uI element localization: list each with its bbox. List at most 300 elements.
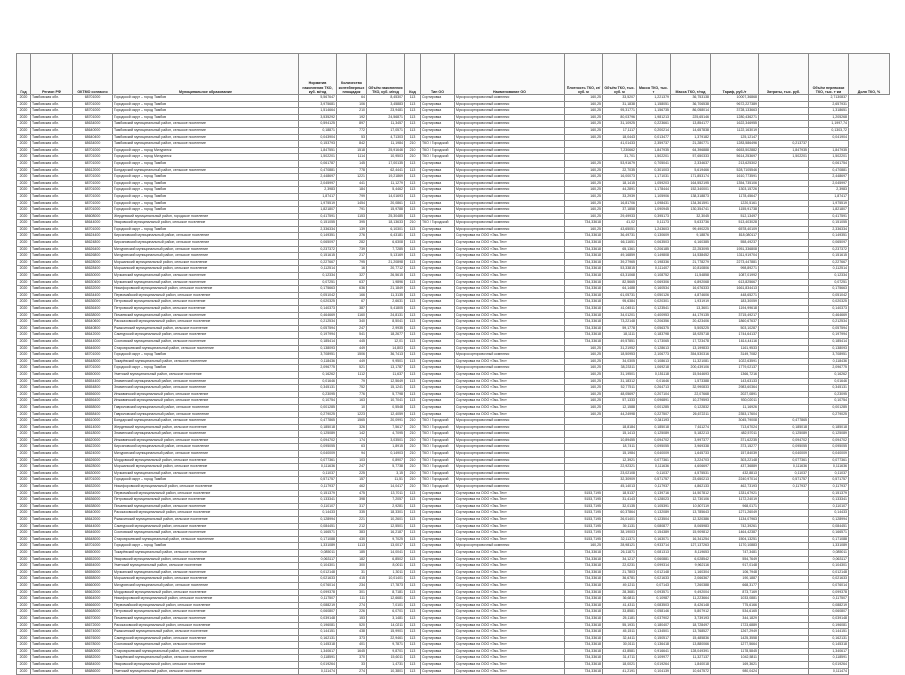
table-cell: 2020 xyxy=(17,622,31,629)
table-cell: 247 xyxy=(337,325,367,332)
table-cell: Тамбовская обл. xyxy=(31,345,73,352)
table-cell: 113 xyxy=(405,385,421,392)
table-cell: 113 xyxy=(405,226,421,233)
table-cell: 0,301003 xyxy=(637,167,671,174)
table-cell: 2020 xyxy=(17,615,31,622)
table-cell: 44,179135 xyxy=(671,312,711,319)
table-cell: 2020 xyxy=(17,582,31,589)
table-row xyxy=(17,635,890,642)
table-cell: 0,227667 xyxy=(299,259,337,266)
table-cell: Пичаевский муниципальный район, сельское поселение xyxy=(113,615,299,622)
table-cell: Мучкапский муниципальный район, сельское поселение xyxy=(113,273,299,280)
table-cell: 2240,97014 xyxy=(711,477,759,484)
table-cell: 113 xyxy=(405,629,421,636)
table-cell: 2020 xyxy=(17,404,31,411)
table-cell xyxy=(565,484,603,491)
table-cell: 0,14903 xyxy=(367,451,405,458)
table-row xyxy=(17,286,890,293)
table-cell xyxy=(759,220,809,227)
table-cell: 44,24998 xyxy=(603,411,637,418)
table-cell: 0,464669 xyxy=(809,312,849,319)
table-cell: 18,8184 xyxy=(603,424,637,431)
table-cell: 68632000 xyxy=(73,484,113,491)
table-cell: 31,4711 xyxy=(603,655,637,662)
table-cell: 930,02011 xyxy=(711,398,759,405)
table-cell: Первомайский муниципальный район, сельское поселение xyxy=(113,602,299,609)
table-cell: 1170,10883 xyxy=(711,543,759,550)
table-cell: Сортировка на ООО «Эко-Тех» xyxy=(455,319,565,326)
table-cell: 68644000 xyxy=(73,220,113,227)
table-cell: Мордовский муниципальный район, сельское поселение xyxy=(113,457,299,464)
table-cell: 68646000 xyxy=(73,530,113,537)
table-cell: Тамбовская обл. xyxy=(31,648,73,655)
table-cell: 2020 xyxy=(17,134,31,141)
table-cell: 16,341254 xyxy=(671,536,711,543)
table-cell: Сортировка xyxy=(421,207,455,214)
table-cell: 18,3301 xyxy=(367,510,405,517)
table-cell: 7,260388 xyxy=(671,582,711,589)
table-cell: 3149,7082 xyxy=(711,352,759,359)
table-cell xyxy=(759,549,809,556)
table-cell: Тамбовский муниципальный район, сельское поселение xyxy=(113,134,299,141)
table-cell: Уметский муниципальный район, сельское поселение xyxy=(113,668,299,675)
table-cell: 14,507812 xyxy=(671,490,711,497)
table-row xyxy=(17,602,890,609)
table-cell: 210 xyxy=(405,484,421,491)
table-cell xyxy=(759,114,809,121)
table-cell: 0,040009 xyxy=(759,451,809,458)
table-cell: 68701000 xyxy=(73,160,113,167)
table-cell: 2020 xyxy=(17,444,31,451)
table-cell: Староюрьевский муниципальный район, сельское поселение xyxy=(113,345,299,352)
table-row xyxy=(17,404,890,411)
table-cell: 0,916641 xyxy=(637,648,671,655)
table-cell: 734,33618 xyxy=(565,602,603,609)
table-cell: 1,243603 xyxy=(637,226,671,233)
table-cell: Рассказовский муниципальный район, сельское поселение xyxy=(113,319,299,326)
table-cell: Жердевский муниципальный район, сельское поселение xyxy=(113,424,299,431)
table-cell: 31,21952 xyxy=(603,345,637,352)
table-cell: Мусоросортировочный комплекс xyxy=(455,470,565,477)
table-cell: 395 xyxy=(337,220,367,227)
table-cell: Сортировка xyxy=(421,398,455,405)
table-cell: 68654800 xyxy=(73,385,113,392)
table-cell: 317 xyxy=(337,503,367,510)
table-cell: 2020 xyxy=(17,312,31,319)
table-cell: 225 xyxy=(337,470,367,477)
table-cell: 210 xyxy=(405,451,421,458)
table-cell: 1033,0881 xyxy=(711,596,759,603)
table-cell: Рассказовский муниципальный район, сельское поселение xyxy=(113,510,299,517)
table-cell: 113 xyxy=(405,615,421,622)
table-cell: 0,196081 xyxy=(809,622,849,629)
table-cell: Тамбовская обл. xyxy=(31,622,73,629)
table-cell: 163 xyxy=(337,398,367,405)
table-cell: 0,166571 xyxy=(299,530,337,537)
table-cell: 0,132089 xyxy=(637,510,671,517)
table-row xyxy=(17,167,890,174)
table-cell: Гавриловский муниципальный район, сельское поселение xyxy=(113,411,299,418)
table-cell: 1,098431 xyxy=(637,200,671,207)
table-cell: 113 xyxy=(405,371,421,378)
table-cell: 0,104139 xyxy=(637,668,671,675)
table-cell: 301 xyxy=(337,589,367,596)
table-cell: 160,25 xyxy=(565,101,603,108)
table-cell: 0,197994 xyxy=(809,332,849,339)
table-cell: 1779,02137 xyxy=(711,365,759,372)
table-cell: 38,19003 xyxy=(603,530,637,537)
table-cell: 65,1361 xyxy=(603,246,637,253)
table-row xyxy=(17,233,890,240)
table-cell: Мусоросортировочный комплекс xyxy=(455,108,565,115)
table-cell: 160,25 xyxy=(565,160,603,167)
table-cell: 0,140373 xyxy=(809,306,849,313)
table-cell: Петровский муниципальный район, сельское поселение xyxy=(113,609,299,616)
table-cell: 53,33815 xyxy=(603,266,637,273)
table-cell: Тамбовская обл. xyxy=(31,180,73,187)
table-cell: 432,8813 xyxy=(711,470,759,477)
table-cell: ТКО / Городской xyxy=(421,457,455,464)
table-cell: 2,9935 xyxy=(367,325,405,332)
table-row xyxy=(17,134,890,141)
table-cell: 49,1211 xyxy=(603,582,637,589)
table-cell: 2,334637 xyxy=(671,160,711,167)
table-cell: 3,535292 xyxy=(299,114,337,121)
table-cell: 1178,45647 xyxy=(711,193,759,200)
table-cell: Сортировка на ООО «Эко-Тех» xyxy=(455,286,565,293)
table-cell: 415 xyxy=(337,576,367,583)
table-cell: 2020 xyxy=(17,114,31,121)
table-cell xyxy=(759,95,809,102)
table-cell: 0,108752 xyxy=(637,273,671,280)
table-cell: 6,8502 xyxy=(367,556,405,563)
table-cell: Тамбовская обл. xyxy=(31,266,73,273)
table-cell: 160,25 xyxy=(565,404,603,411)
table-cell: 113 xyxy=(405,635,421,642)
table-cell: Уметский муниципальный район, сельское поселение xyxy=(113,371,299,378)
table-cell: 1744,64137 xyxy=(711,332,759,339)
table-cell: 4,575531 xyxy=(671,470,711,477)
table-cell: Мусоросортировочный комплекс xyxy=(455,543,565,550)
table-cell: 68650000 xyxy=(73,549,113,556)
table-cell: Тамбовская обл. xyxy=(31,213,73,220)
table-cell: Рассказовский муниципальный район, сельское поселение xyxy=(113,622,299,629)
table-cell: 2020 xyxy=(17,167,31,174)
table-cell: 31,18312 xyxy=(603,378,637,385)
table-cell: 113 xyxy=(405,319,421,326)
table-cell: 106,7948 xyxy=(711,569,759,576)
table-cell: Сортировка xyxy=(421,213,455,220)
table-cell: 61,05731 xyxy=(603,292,637,299)
table-cell: Сортировка xyxy=(421,635,455,642)
table-cell: 274 xyxy=(337,668,367,675)
table-row xyxy=(17,240,890,247)
table-cell: 68701000 xyxy=(73,114,113,121)
table-cell: 554,7649 xyxy=(711,556,759,563)
table-cell: 2020 xyxy=(17,207,31,214)
table-cell: ТКО / Городской xyxy=(421,147,455,154)
table-cell: 21,7803 xyxy=(603,569,637,576)
table-cell: 1366,7216 xyxy=(711,371,759,378)
table-cell: 80,03796 xyxy=(603,114,637,121)
table-cell: 0,395173 xyxy=(637,213,671,220)
table-cell: Сортировка на ООО «Эко-Тех» xyxy=(455,411,565,418)
table-cell: 2020 xyxy=(17,464,31,471)
table-cell: 221 xyxy=(337,517,367,524)
table-cell: 14,657838 xyxy=(671,127,711,134)
table-cell: Сортировка xyxy=(421,517,455,524)
table-cell: 0,069306 xyxy=(637,279,671,286)
table-cell: 0,150517 xyxy=(637,635,671,642)
table-cell: 2020 xyxy=(17,569,31,576)
table-cell: 0,139716 xyxy=(637,490,671,497)
table-row xyxy=(17,338,890,345)
table-row xyxy=(17,108,890,115)
table-cell: 2020 xyxy=(17,101,31,108)
table-cell: 16 xyxy=(337,266,367,273)
table-cell: 2020 xyxy=(17,154,31,161)
table-cell: 2020 xyxy=(17,563,31,570)
table-cell: 0,11037 xyxy=(759,470,809,477)
table-cell: 1,502201 xyxy=(809,154,849,161)
table-cell: 5,13169 xyxy=(367,253,405,260)
table-cell xyxy=(759,279,809,286)
table-cell: Мусоросортировочный комплекс xyxy=(455,127,565,134)
table-cell: 5153,7195 xyxy=(565,523,603,530)
table-cell: 160,25 xyxy=(565,121,603,128)
table-cell: 1,4731 xyxy=(367,662,405,669)
table-cell xyxy=(759,536,809,543)
table-cell: 0,227507 xyxy=(637,411,671,418)
table-cell: Городской округ – город Тамбов xyxy=(113,365,299,372)
table-cell: Первомайский муниципальный район, сельское поселение xyxy=(113,490,299,497)
table-cell: Мусоросортировочный комплекс xyxy=(455,424,565,431)
table-cell: 2020 xyxy=(17,609,31,616)
table-cell: Мусоросортировочный комплекс xyxy=(455,180,565,187)
table-cell: 59,1778 xyxy=(603,325,637,332)
table-cell: Тамбовская обл. xyxy=(31,193,73,200)
table-cell: 13,3601 xyxy=(671,306,711,313)
table-cell: 0,111407 xyxy=(637,266,671,273)
table-cell: Сортировка на ООО «Эко-Тех» xyxy=(455,596,565,603)
table-cell: 0,123541 xyxy=(637,306,671,313)
table-cell: 0,039148 xyxy=(299,615,337,622)
table-cell: 210 xyxy=(405,444,421,451)
table-cell: 734,33618 xyxy=(565,596,603,603)
table-cell: Сортировка на ООО «Эко-Тех» xyxy=(455,490,565,497)
table-cell: 10007,36868 xyxy=(711,95,759,102)
table-row xyxy=(17,193,890,200)
table-cell: 0,212534 xyxy=(809,319,849,326)
table-cell: 2020 xyxy=(17,220,31,227)
table-cell: 0,345131 xyxy=(299,385,337,392)
table-cell: 0,088219 xyxy=(299,602,337,609)
table-cell: Сортировка xyxy=(421,312,455,319)
table-cell: 18,7411 xyxy=(603,444,637,451)
table-cell: 0,149351 xyxy=(809,233,849,240)
table-cell: Сортировка xyxy=(421,273,455,280)
table-cell: 68642000 xyxy=(73,332,113,339)
table-cell: Мусоросортировочный комплекс xyxy=(455,457,565,464)
table-cell: Мусоросортировочный комплекс xyxy=(455,160,565,167)
table-cell xyxy=(759,108,809,115)
table-cell: 1042,5811 xyxy=(711,655,759,662)
table-cell: Городской округ – город Тамбов xyxy=(113,114,299,121)
table-cell: 213,625302 xyxy=(711,160,759,167)
table-cell: 41,01433 xyxy=(603,141,637,148)
table-cell: Тамбовская обл. xyxy=(31,292,73,299)
table-cell: Мучкапский муниципальный район, сельское поселение xyxy=(113,279,299,286)
table-cell xyxy=(759,510,809,517)
table-cell: 113 xyxy=(405,404,421,411)
table-cell: 113 xyxy=(405,517,421,524)
table-cell: Сортировка xyxy=(421,556,455,563)
table-cell: Ржаксинский муниципальный район, сельское поселение xyxy=(113,629,299,636)
table-cell: Сортировка xyxy=(421,114,455,121)
table-cell: Сортировка на ООО «Эко-Тех» xyxy=(455,338,565,345)
table-cell: 0,057594 xyxy=(299,325,337,332)
table-cell: 734,33618 xyxy=(565,332,603,339)
table-cell: 2020 xyxy=(17,174,31,181)
column-header-c11: Плотность ТКО, кг/куб. м xyxy=(565,54,603,95)
table-cell: 0,180407 xyxy=(637,622,671,629)
table-cell: Тамбовская обл. xyxy=(31,319,73,326)
table-cell: Мусоросортировочный комплекс xyxy=(455,174,565,181)
table-cell: 0,123504 xyxy=(637,517,671,524)
table-cell: Гавриловский муниципальный район, сельское поселение xyxy=(113,404,299,411)
table-cell: Сортировка на ООО «Эко-Тех» xyxy=(455,563,565,570)
table-cell: 103 xyxy=(337,457,367,464)
table-cell: Кирсановский муниципальный район, сельское поселение xyxy=(113,240,299,247)
table-cell: 276 xyxy=(337,233,367,240)
table-cell: 1194,99618 xyxy=(711,306,759,313)
table-cell: 2020 xyxy=(17,523,31,530)
table-cell: 776 xyxy=(337,391,367,398)
table-cell: 5,182213 xyxy=(671,431,711,438)
table-cell: 818,080117 xyxy=(711,233,759,240)
table-cell: 734,33618 xyxy=(565,635,603,642)
table-cell: 2020 xyxy=(17,246,31,253)
table-cell xyxy=(565,418,603,425)
table-row xyxy=(17,569,890,576)
table-cell: Сосновский муниципальный район, сельское поселение xyxy=(113,642,299,649)
table-cell: 22,253095 xyxy=(671,246,711,253)
table-cell: 0,01646 xyxy=(809,378,849,385)
table-cell: 2020 xyxy=(17,385,31,392)
table-cell: 0,18871 xyxy=(299,127,337,134)
table-cell: Сортировка xyxy=(421,358,455,365)
table-cell: 734,33618 xyxy=(565,246,603,253)
table-cell: 4,606697 xyxy=(671,464,711,471)
table-cell: Сортировка на ООО «Эко-Тех» xyxy=(455,266,565,273)
table-cell: 11,637 xyxy=(367,371,405,378)
column-header-c5: Норматив накопления ТКО, куб. м/год xyxy=(299,54,337,95)
table-cell: 2020 xyxy=(17,510,31,517)
table-cell: Городской округ – город Тамбов xyxy=(113,207,299,214)
table-cell: 1,069218 xyxy=(637,365,671,372)
table-cell: 68666000 xyxy=(73,602,113,609)
table-cell: 1,573388 xyxy=(671,378,711,385)
table-cell: Тамбовская обл. xyxy=(31,576,73,583)
table-cell: 734,33618 xyxy=(565,609,603,616)
table-cell: 734,33618 xyxy=(565,306,603,313)
table-cell xyxy=(565,477,603,484)
table-row xyxy=(17,121,890,128)
table-cell: 2,045997 xyxy=(809,180,849,187)
table-cell: 21,1849 xyxy=(367,286,405,293)
table-cell: 2020 xyxy=(17,240,31,247)
table-cell: Сортировка на ООО «Эко-Тех» xyxy=(455,609,565,616)
table-cell: 9,492004 xyxy=(671,589,711,596)
table-cell: 68701000 xyxy=(73,147,113,154)
table-cell: 0,149808 xyxy=(637,253,671,260)
table-cell: Сортировка xyxy=(421,187,455,194)
table-cell: 128,049391 xyxy=(671,648,711,655)
table-cell: Сортировка xyxy=(421,596,455,603)
table-cell: Сосновский муниципальный район, сельское поселение xyxy=(113,530,299,537)
table-cell: 68680000 xyxy=(73,648,113,655)
table-cell xyxy=(759,642,809,649)
table-cell: 1178,5845 xyxy=(711,648,759,655)
table-cell: 113 xyxy=(405,543,421,550)
table-cell: 0,01646 xyxy=(299,378,337,385)
table-cell: Сортировка на ООО «Эко-Тех» xyxy=(455,582,565,589)
table-cell: 1172,24019 xyxy=(711,497,759,504)
table-cell: 7,2057 xyxy=(367,497,405,504)
table-cell: 0,8907 xyxy=(367,457,405,464)
table-cell: Никифоровский муниципальный район, сельское поселение xyxy=(113,286,299,293)
table-cell: 2020 xyxy=(17,352,31,359)
table-cell: 0,279025 xyxy=(299,411,337,418)
table-cell: 28,98121 xyxy=(603,543,637,550)
table-cell: 1283,586496 xyxy=(711,141,759,148)
table-cell: 0,094702 xyxy=(759,437,809,444)
column-header-c17: Объём перевозки ТКО, тыс. т·км xyxy=(809,54,849,95)
table-cell xyxy=(759,648,809,655)
table-cell: 1,645733 xyxy=(671,451,711,458)
table-cell: 11,54858 xyxy=(671,273,711,280)
table-cell: 1,847935 xyxy=(809,147,849,154)
table-cell: Сортировка xyxy=(421,622,455,629)
table-cell: 31 xyxy=(337,569,367,576)
table-cell: 2020 xyxy=(17,226,31,233)
table-row xyxy=(17,101,890,108)
table-row xyxy=(17,470,890,477)
table-cell: 68614000 xyxy=(73,424,113,431)
table-cell: Сортировка xyxy=(421,200,455,207)
table-cell xyxy=(759,160,809,167)
table-cell: 113 xyxy=(405,569,421,576)
table-cell: 17,7873 xyxy=(367,582,405,589)
table-cell: 36,6781 xyxy=(603,576,637,583)
table-cell: 8,45307 xyxy=(367,95,405,102)
table-cell: Тамбовская обл. xyxy=(31,642,73,649)
table-cell xyxy=(759,174,809,181)
table-cell xyxy=(759,378,809,385)
table-row xyxy=(17,306,890,313)
table-cell: Сортировка на ООО «Эко-Тех» xyxy=(455,642,565,649)
table-cell: 1122,163019 xyxy=(711,127,759,134)
table-cell: 10,3801 xyxy=(367,668,405,675)
table-cell: 0,040009 xyxy=(299,451,337,458)
table-cell: 449 xyxy=(337,345,367,352)
column-header-c12: Объём ТКО, тыс. куб. м xyxy=(603,54,637,95)
table-cell: Сортировка xyxy=(421,121,455,128)
table-row xyxy=(17,655,890,662)
table-row xyxy=(17,299,890,306)
table-cell: 113 xyxy=(405,536,421,543)
table-cell: Уваровский муниципальный район, сельское поселение xyxy=(113,662,299,669)
